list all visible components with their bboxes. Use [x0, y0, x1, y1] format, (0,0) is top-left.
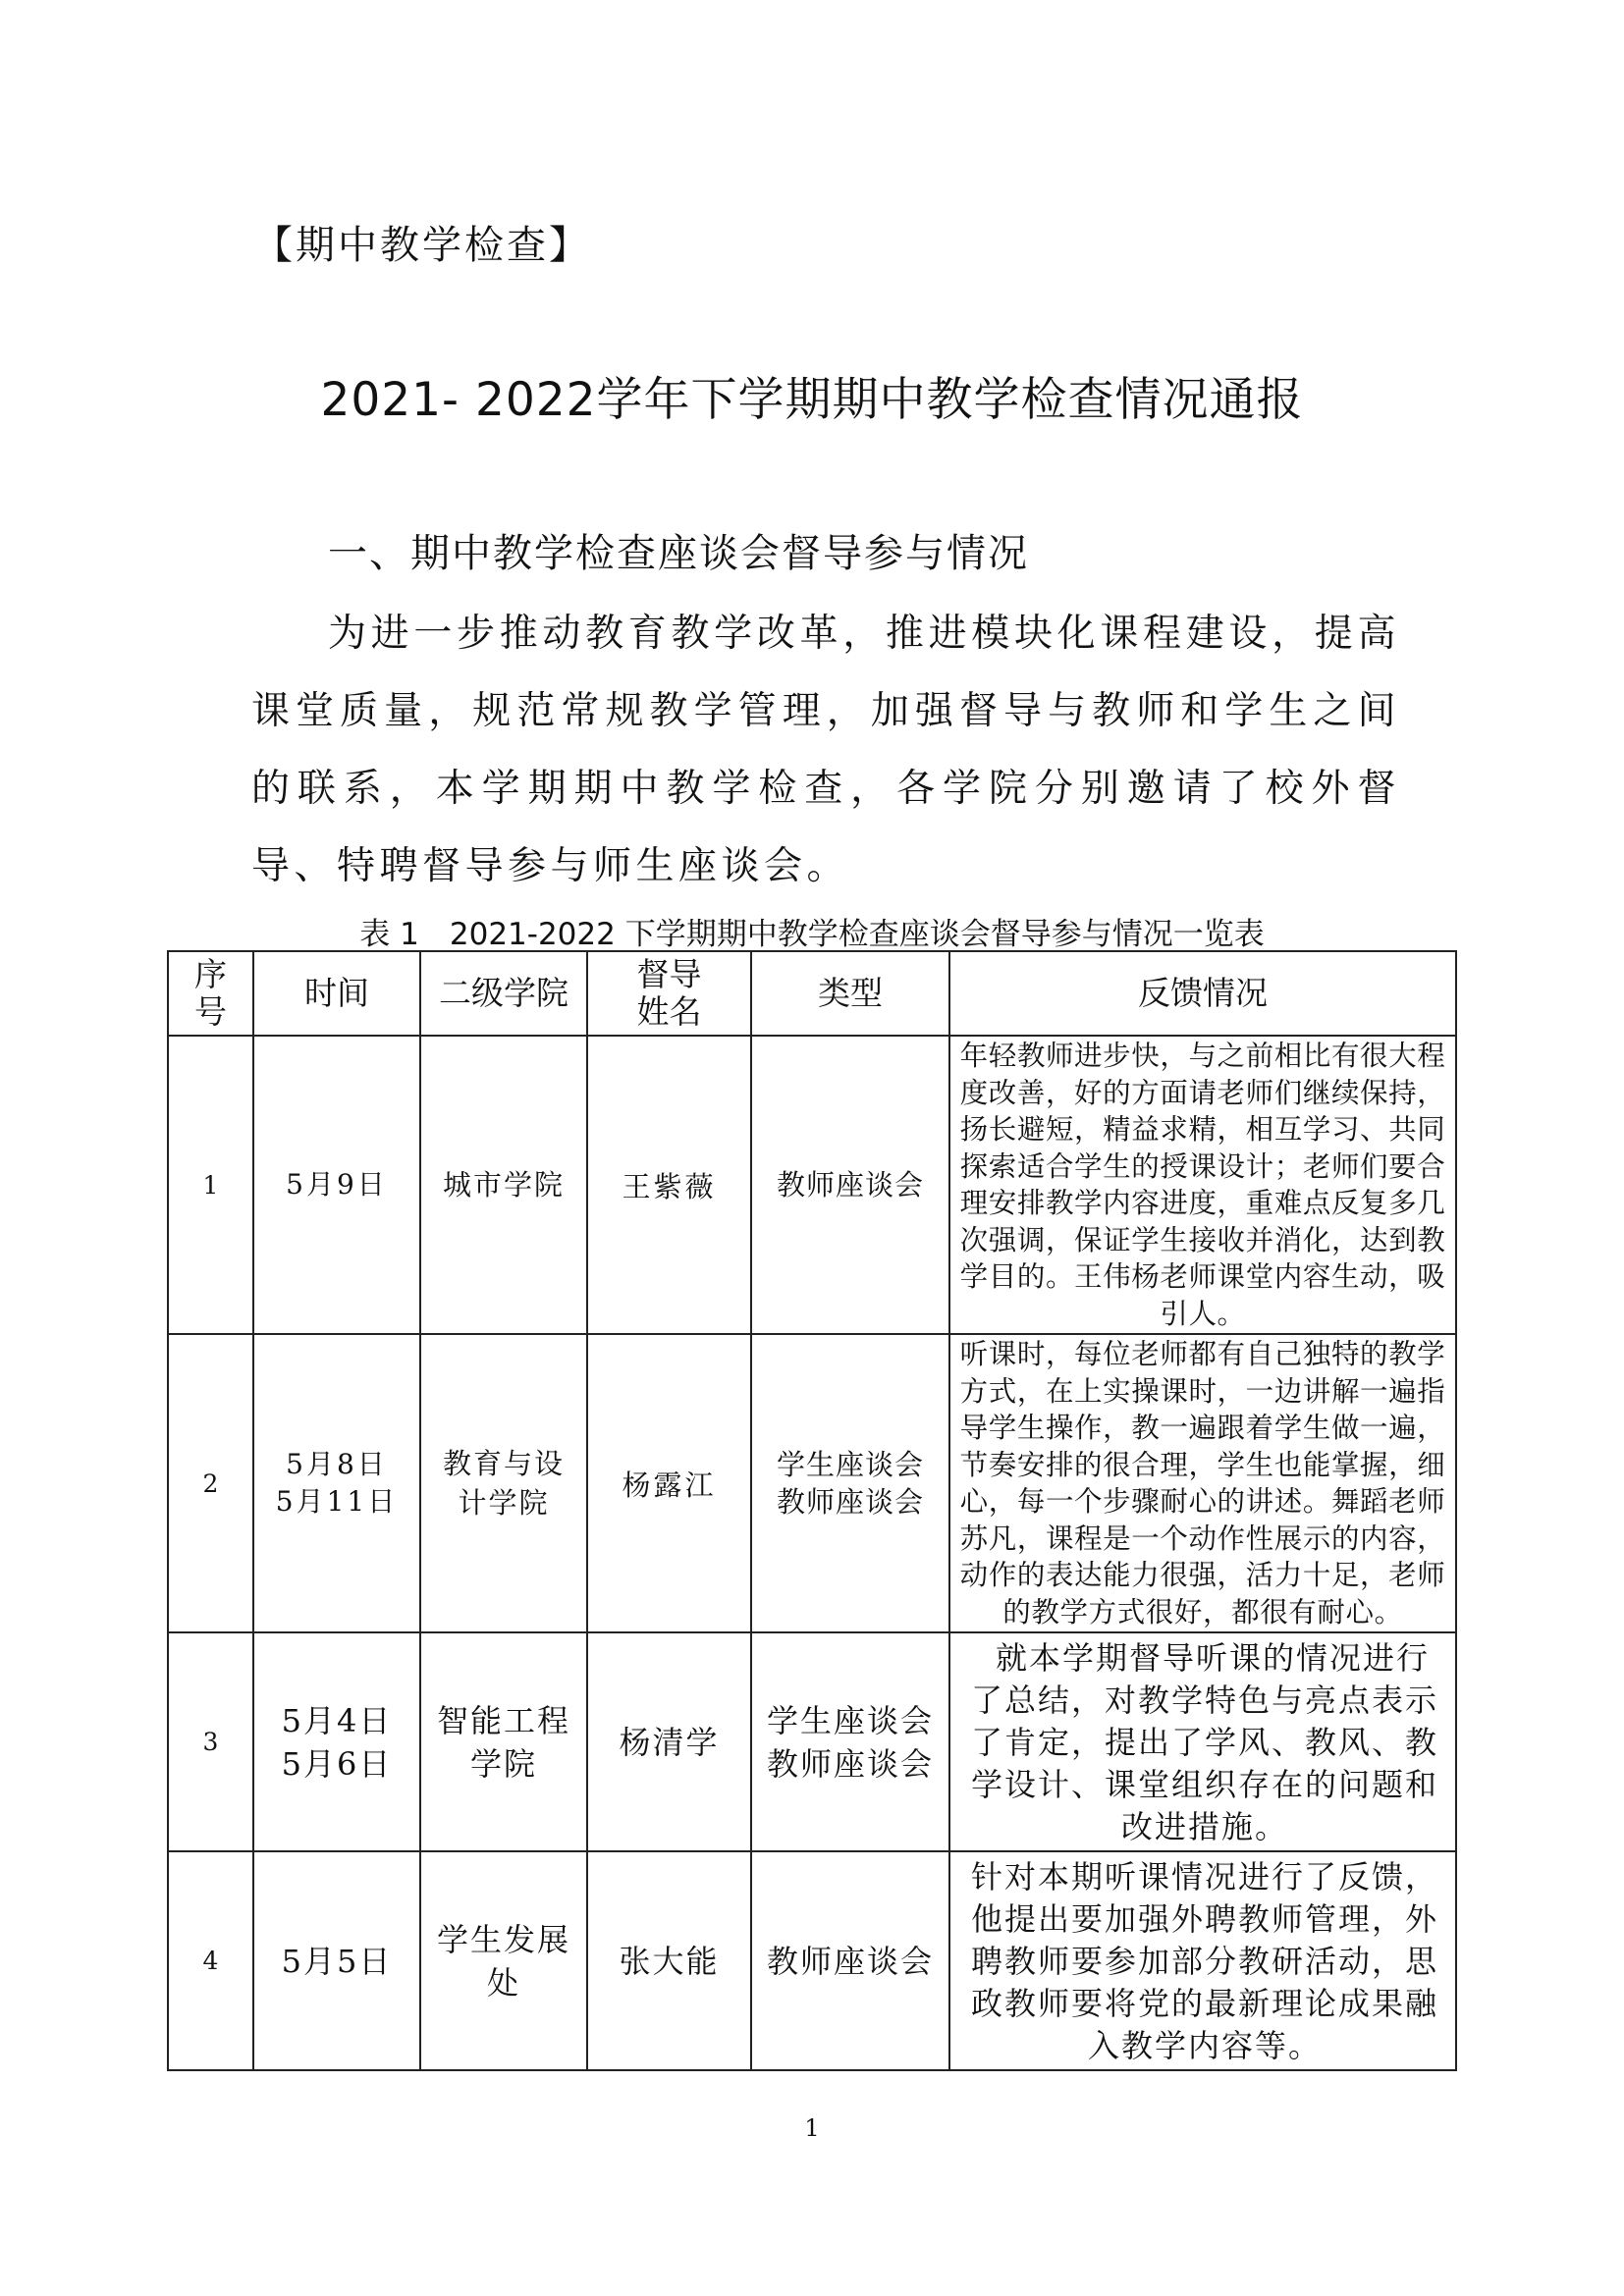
row-supervisor: 杨露江 — [587, 1334, 751, 1632]
table-row — [168, 1851, 1456, 2070]
table-row — [168, 1334, 1456, 1632]
row-college: 城市学院 — [420, 1036, 587, 1334]
row-type: 教师座谈会 — [751, 1851, 949, 2070]
row-seq: 1 — [168, 1036, 253, 1334]
row-feedback: 就本学期督导听课的情况进行了总结，对教学特色与亮点表示了肯定，提出了学风、教风、教学设计、课堂组织存在的问题和改进措施。 — [949, 1632, 1456, 1851]
row-supervisor: 张大能 — [587, 1851, 751, 2070]
row-seq: 3 — [168, 1632, 253, 1851]
row-seq: 2 — [168, 1334, 253, 1632]
section-tag: 【期中教学检查】 — [253, 223, 591, 268]
row-feedback: 听课时，每位老师都有自己独特的教学方式，在上实操课时，一边讲解一遍指导学生操作，教一遍跟着学生做一遍，节奏安排的很合理，学生也能掌握，细心，每一个步骤耐心的讲述。舞蹈老师苏凡，课程是一个动作性展示的内容，动作的表达能力很强，活力十足，老师的教学方式很好，都很有耐心。 — [949, 1334, 1456, 1632]
row-college: 教育与设 计学院 — [420, 1334, 587, 1632]
table-row — [168, 1036, 1456, 1334]
row-college: 学生发展 处 — [420, 1851, 587, 2070]
row-feedback: 针对本期听课情况进行了反馈，他提出要加强外聘教师管理，外聘教师要参加部分教研活动，思政教师要将党的最新理论成果融入教学内容等。 — [949, 1851, 1456, 2070]
row-time: 5月5日 — [253, 1851, 420, 2070]
page-number: 1 — [804, 2114, 820, 2142]
section-heading: 一、期中教学检查座谈会督导参与情况 — [328, 531, 1029, 576]
header-college: 二级学院 — [420, 951, 587, 1036]
table-row — [168, 1632, 1456, 1851]
row-type: 教师座谈会 — [751, 1036, 949, 1334]
intro-paragraph: 为进一步推动教育教学改革，推进模块化课程建设，提高课堂质量，规范常规教学管理，加强督导与教师和学生之间的联系，本学期期中教学检查，各学院分别邀请了校外督导、特聘督导参与师生座谈会。 — [251, 612, 1400, 888]
header-type: 类型 — [751, 951, 949, 1036]
row-time: 5月9日 — [253, 1036, 420, 1334]
row-supervisor: 杨清学 — [587, 1632, 751, 1851]
supervision-table — [167, 950, 1457, 2071]
row-feedback: 年轻教师进步快，与之前相比有很大程度改善，好的方面请老师们继续保持，扬长避短，精益求精，相互学习、共同探索适合学生的授课设计；老师们要合理安排教学内容进度，重难点反复多几次强调，保证学生接收并消化，达到教学目的。王伟杨老师课堂内容生动，吸引人。 — [949, 1036, 1456, 1334]
row-time: 5月4日 5月6日 — [253, 1632, 420, 1851]
row-time: 5月8日 5月11日 — [253, 1334, 420, 1632]
header-seq: 序 号 — [168, 951, 253, 1036]
row-type: 学生座谈会 教师座谈会 — [751, 1632, 949, 1851]
row-supervisor: 王紫薇 — [587, 1036, 751, 1334]
row-college: 智能工程 学院 — [420, 1632, 587, 1851]
row-type: 学生座谈会 教师座谈会 — [751, 1334, 949, 1632]
header-supervisor: 督导 姓名 — [587, 951, 751, 1036]
table-caption: 表 1 2021-2022 下学期期中教学检查座谈会督导参与情况一览表 — [359, 917, 1265, 952]
row-seq: 4 — [168, 1851, 253, 2070]
report-title: 2021- 2022学年下学期期中教学检查情况通报 — [320, 373, 1304, 427]
header-time: 时间 — [253, 951, 420, 1036]
table-header-row — [168, 951, 1456, 1036]
header-feedback: 反馈情况 — [949, 951, 1456, 1036]
